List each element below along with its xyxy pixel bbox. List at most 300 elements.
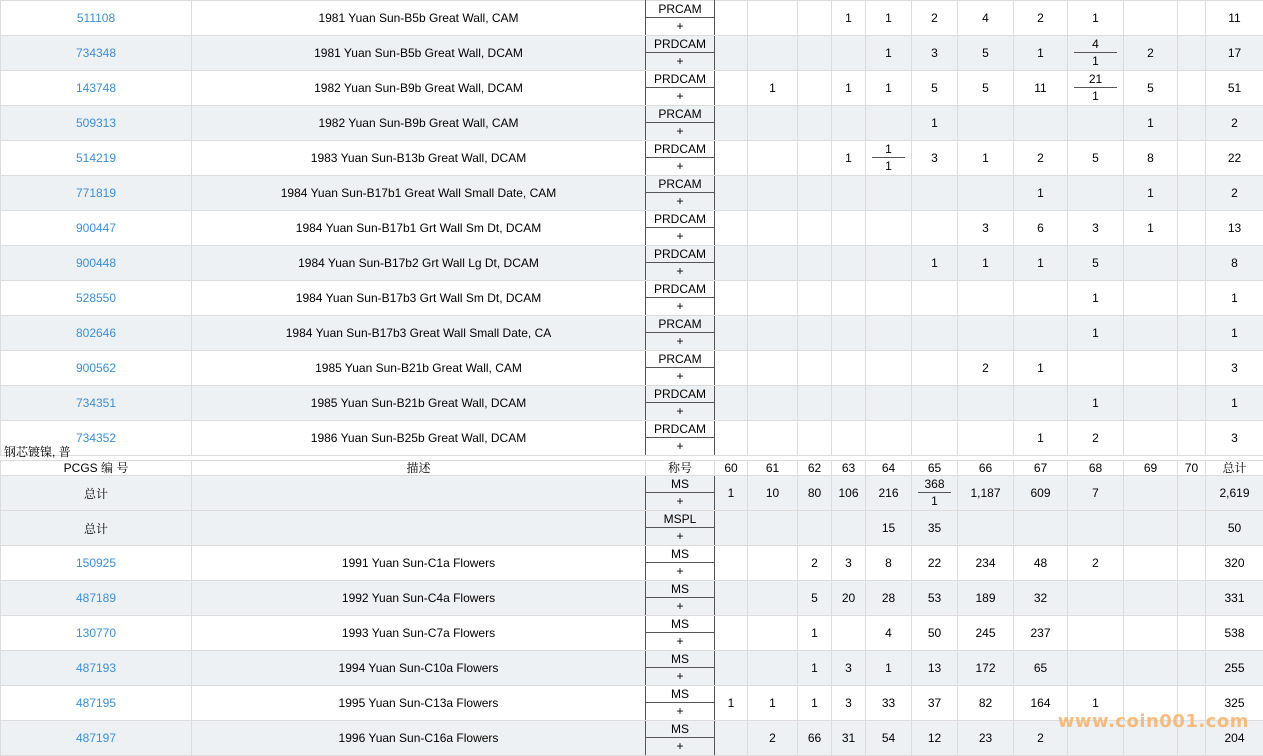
grade-count-cell (798, 176, 832, 211)
total-label: 总计 (1, 511, 192, 546)
designation-plus: + (646, 123, 714, 140)
grade-count-cell (1178, 281, 1206, 316)
grade-count-cell: 66 (798, 721, 832, 756)
grade-count-cell (715, 421, 748, 456)
grade-count-cell (832, 421, 866, 456)
grade-count-cell (832, 351, 866, 386)
grade-count-cell: 1 (1068, 316, 1124, 351)
top-table-body (1, 1, 1263, 456)
designation-label: PRCAM (646, 106, 714, 123)
grade-count-cell: 13 (912, 651, 958, 686)
grade-count-cell (1068, 651, 1124, 686)
pcgs-code-link[interactable]: 511108 (1, 1, 192, 36)
designation-cell (646, 176, 715, 211)
grade-count-cell (866, 316, 912, 351)
grade-count-cell (1124, 246, 1178, 281)
grade-count-cell: 2 (958, 351, 1014, 386)
total-row (1, 511, 1263, 546)
grade-count-cell (866, 351, 912, 386)
grade-count-cell (1068, 176, 1124, 211)
designation-label: PRDCAM (646, 36, 714, 53)
grade-count-cell (715, 316, 748, 351)
grade-count-plus: 1 (912, 493, 957, 510)
grade-count-cell: 1 (958, 141, 1014, 176)
designation-plus: + (646, 403, 714, 420)
designation-cell (646, 721, 715, 756)
header-grade: 60 (715, 461, 748, 476)
designation-cell (646, 1, 715, 36)
grade-count-cell (1178, 476, 1206, 511)
designation-cell (646, 71, 715, 106)
grade-count-cell (912, 351, 958, 386)
row-total-cell: 22 (1206, 141, 1263, 176)
grade-count-cell (1068, 511, 1124, 546)
grade-count-cell (866, 211, 912, 246)
grade-count-cell (832, 246, 866, 281)
row-total-cell: 50 (1206, 511, 1263, 546)
designation-cell (646, 421, 715, 456)
grade-count-cell (1124, 616, 1178, 651)
grade-count-cell (748, 511, 798, 546)
grade-count-cell (832, 106, 866, 141)
grade-count-cell (798, 511, 832, 546)
grade-count-cell (798, 421, 832, 456)
designation-cell (646, 351, 715, 386)
total-label: 总计 (1, 476, 192, 511)
table-row (1, 281, 1263, 316)
table-row (1, 546, 1263, 581)
table-row (1, 246, 1263, 281)
table-row (1, 106, 1263, 141)
designation-plus: + (646, 158, 714, 175)
table-row (1, 316, 1263, 351)
grade-count-cell: 65 (1014, 651, 1068, 686)
grade-count-cell (715, 246, 748, 281)
grade-count-cell (866, 386, 912, 421)
grade-count-cell (1178, 616, 1206, 651)
grade-count-cell: 2 (1014, 1, 1068, 36)
grade-count-cell: 1 (1124, 106, 1178, 141)
pcgs-code-link[interactable]: 900562 (1, 351, 192, 386)
description-cell: 1993 Yuan Sun-C7a Flowers (192, 616, 646, 651)
designation-label: MS (646, 686, 714, 703)
grade-count-cell: 1 (1014, 36, 1068, 71)
grade-count-cell (715, 651, 748, 686)
description-cell: 1982 Yuan Sun-B9b Great Wall, CAM (192, 106, 646, 141)
description-cell: 1982 Yuan Sun-B9b Great Wall, DCAM (192, 71, 646, 106)
grade-count-cell (1014, 511, 1068, 546)
pcgs-code-link[interactable]: 150925 (1, 546, 192, 581)
designation-cell (646, 106, 715, 141)
row-total-cell: 204 (1206, 721, 1263, 756)
grade-count-cell (1178, 316, 1206, 351)
header-grade: 63 (832, 461, 866, 476)
grade-count-cell (748, 546, 798, 581)
pcgs-code-link[interactable]: 487197 (1, 721, 192, 756)
table-row (1, 351, 1263, 386)
grade-count-cell (748, 211, 798, 246)
grade-count-cell: 5 (958, 71, 1014, 106)
grade-count-cell: 3 (832, 686, 866, 721)
row-total-cell: 1 (1206, 281, 1263, 316)
header-grade: 69 (1124, 461, 1178, 476)
grade-count-cell: 32 (1014, 581, 1068, 616)
grade-count-cell: 237 (1014, 616, 1068, 651)
designation-plus: + (646, 298, 714, 315)
grade-count-cell (748, 386, 798, 421)
designation-label: PRDCAM (646, 141, 714, 158)
grade-count-cell (1124, 281, 1178, 316)
header-description: 描述 (192, 461, 646, 476)
pcgs-code-link[interactable]: 900447 (1, 211, 192, 246)
table-row (1, 581, 1263, 616)
grade-count-cell (798, 71, 832, 106)
row-total-cell: 1 (1206, 316, 1263, 351)
designation-plus: + (646, 193, 714, 210)
grade-count-cell (748, 651, 798, 686)
grade-count-top: 1 (872, 141, 905, 158)
grade-count-cell: 1 (912, 246, 958, 281)
grade-count-cell (1178, 71, 1206, 106)
grade-count-cell: 1 (1014, 351, 1068, 386)
grade-count-cell: 11 (1014, 71, 1068, 106)
header-grade: 61 (748, 461, 798, 476)
designation-plus: + (646, 263, 714, 280)
description-cell (192, 511, 646, 546)
grade-count-cell (912, 281, 958, 316)
grade-count-cell: 609 (1014, 476, 1068, 511)
description-cell: 1984 Yuan Sun-B17b2 Grt Wall Lg Dt, DCAM (192, 246, 646, 281)
grade-count-cell: 1 (748, 71, 798, 106)
grade-count-cell: 15 (866, 511, 912, 546)
grade-count-cell: 28 (866, 581, 912, 616)
grade-count-cell: 82 (958, 686, 1014, 721)
row-total-cell: 325 (1206, 686, 1263, 721)
grade-count-cell: 1 (1068, 1, 1124, 36)
grade-count-cell (832, 616, 866, 651)
grade-count-cell (798, 386, 832, 421)
grade-count-cell (798, 106, 832, 141)
grade-count-cell: 1 (798, 616, 832, 651)
grade-count-cell (1178, 511, 1206, 546)
grade-count-cell: 3 (832, 651, 866, 686)
grade-count-cell: 234 (958, 546, 1014, 581)
grade-count-cell (1178, 651, 1206, 686)
pcgs-code-link[interactable]: 528550 (1, 281, 192, 316)
grade-count-cell: 1,187 (958, 476, 1014, 511)
grade-count-cell: 8 (1124, 141, 1178, 176)
grade-count-cell (958, 421, 1014, 456)
description-cell: 1995 Yuan Sun-C13a Flowers (192, 686, 646, 721)
header-row (1, 461, 1263, 476)
grade-count-cell (866, 176, 912, 211)
row-total-cell: 255 (1206, 651, 1263, 686)
description-cell: 1985 Yuan Sun-B21b Great Wall, CAM (192, 351, 646, 386)
designation-cell (646, 616, 715, 651)
grade-count-cell: 8 (866, 546, 912, 581)
grade-count-cell: 1 (1014, 176, 1068, 211)
description-cell: 1991 Yuan Sun-C1a Flowers (192, 546, 646, 581)
grade-count-cell (866, 106, 912, 141)
grade-count-cell: 1 (1124, 211, 1178, 246)
grade-count-split-cell (1068, 71, 1124, 106)
grade-count-cell: 31 (832, 721, 866, 756)
header-grade: 65 (912, 461, 958, 476)
grade-count-cell (798, 351, 832, 386)
grade-count-cell: 1 (832, 1, 866, 36)
grade-count-cell: 33 (866, 686, 912, 721)
grade-count-cell: 2 (798, 546, 832, 581)
grade-count-cell (1068, 106, 1124, 141)
grade-count-plus: 1 (866, 158, 911, 175)
grade-count-cell (912, 176, 958, 211)
pcgs-code-link[interactable]: 771819 (1, 176, 192, 211)
grade-count-cell (1124, 546, 1178, 581)
grade-count-cell: 1 (912, 106, 958, 141)
table-row (1, 141, 1263, 176)
designation-cell (646, 316, 715, 351)
grade-count-cell: 54 (866, 721, 912, 756)
header-grade: 68 (1068, 461, 1124, 476)
pcgs-code-link[interactable]: 143748 (1, 71, 192, 106)
grade-count-cell (748, 1, 798, 36)
grade-count-cell (1178, 141, 1206, 176)
grade-count-cell (832, 511, 866, 546)
grade-count-cell (1178, 106, 1206, 141)
table-row (1, 1, 1263, 36)
grade-count-cell (798, 36, 832, 71)
grade-count-cell (958, 176, 1014, 211)
grade-count-cell: 37 (912, 686, 958, 721)
grade-count-cell: 172 (958, 651, 1014, 686)
designation-label: PRDCAM (646, 386, 714, 403)
grade-count-cell (748, 246, 798, 281)
grade-count-cell: 10 (748, 476, 798, 511)
designation-cell (646, 511, 715, 546)
grade-count-cell (832, 211, 866, 246)
row-total-cell: 51 (1206, 71, 1263, 106)
grade-count-cell (715, 281, 748, 316)
description-cell: 1992 Yuan Sun-C4a Flowers (192, 581, 646, 616)
table-row (1, 176, 1263, 211)
row-total-cell: 3 (1206, 421, 1263, 456)
designation-cell (646, 36, 715, 71)
table-row (1, 71, 1263, 106)
grade-count-cell (798, 1, 832, 36)
header-pcgs-code: PCGS 编 号 (1, 461, 192, 476)
grade-count-cell (866, 421, 912, 456)
pcgs-code-link[interactable]: 487193 (1, 651, 192, 686)
grade-count-cell: 5 (798, 581, 832, 616)
grade-count-cell (1124, 651, 1178, 686)
grade-count-cell: 1 (1124, 176, 1178, 211)
grade-count-cell: 6 (1014, 211, 1068, 246)
pcgs-code-link[interactable]: 487195 (1, 686, 192, 721)
description-cell: 1984 Yuan Sun-B17b3 Grt Wall Sm Dt, DCAM (192, 281, 646, 316)
grade-count-cell (1178, 386, 1206, 421)
grade-count-cell (748, 176, 798, 211)
designation-plus: + (646, 53, 714, 70)
grade-count-cell: 5 (1068, 246, 1124, 281)
designation-cell (646, 246, 715, 281)
grade-count-cell: 5 (1124, 71, 1178, 106)
designation-plus: + (646, 88, 714, 105)
grade-count-cell (1178, 1, 1206, 36)
grade-count-cell: 22 (912, 546, 958, 581)
designation-label: MS (646, 581, 714, 598)
table-row (1, 421, 1263, 456)
row-total-cell: 11 (1206, 1, 1263, 36)
description-cell: 1984 Yuan Sun-B17b1 Grt Wall Sm Dt, DCAM (192, 211, 646, 246)
grade-count-cell: 4 (866, 616, 912, 651)
grade-count-cell (958, 106, 1014, 141)
grade-count-cell (748, 36, 798, 71)
grade-count-cell: 1 (866, 71, 912, 106)
grade-count-cell (912, 211, 958, 246)
grade-count-cell: 48 (1014, 546, 1068, 581)
pcgs-code-link[interactable]: 734348 (1, 36, 192, 71)
grade-count-cell: 80 (798, 476, 832, 511)
grade-count-cell (958, 386, 1014, 421)
grade-count-cell (1178, 36, 1206, 71)
pcgs-code-link[interactable]: 734351 (1, 386, 192, 421)
grade-count-cell: 3 (912, 141, 958, 176)
grade-count-cell (715, 106, 748, 141)
grade-count-cell (715, 351, 748, 386)
grade-count-plus: 1 (1068, 88, 1123, 105)
grade-count-cell (958, 511, 1014, 546)
grade-count-cell: 1 (715, 476, 748, 511)
description-cell: 1985 Yuan Sun-B21b Great Wall, DCAM (192, 386, 646, 421)
header-grade: 64 (866, 461, 912, 476)
designation-cell (646, 386, 715, 421)
grade-count-cell (1178, 211, 1206, 246)
designation-label: PRCAM (646, 351, 714, 368)
pcgs-code-link[interactable]: 734352 (1, 421, 192, 456)
designation-cell (646, 651, 715, 686)
grade-count-cell: 2 (1068, 546, 1124, 581)
designation-plus: + (646, 528, 714, 545)
grade-count-cell (1124, 511, 1178, 546)
header-designation: 称号 (646, 461, 715, 476)
grade-count-cell: 1 (715, 686, 748, 721)
grade-count-cell (1124, 476, 1178, 511)
grade-count-cell (748, 141, 798, 176)
grade-count-cell (715, 1, 748, 36)
grade-count-cell (798, 246, 832, 281)
header-grade: 70 (1178, 461, 1206, 476)
designation-plus: + (646, 668, 714, 685)
designation-label: PRDCAM (646, 246, 714, 263)
designation-cell (646, 211, 715, 246)
grade-count-cell: 1 (832, 71, 866, 106)
grade-count-cell: 2 (1124, 36, 1178, 71)
grade-count-cell: 3 (912, 36, 958, 71)
grade-count-cell: 3 (832, 546, 866, 581)
description-cell: 1996 Yuan Sun-C16a Flowers (192, 721, 646, 756)
grade-count-split-cell (912, 476, 958, 511)
grade-count-cell (798, 316, 832, 351)
section-title: 钢芯镀镍, 普 (4, 444, 71, 460)
row-total-cell: 2 (1206, 176, 1263, 211)
grade-count-cell (1068, 581, 1124, 616)
row-total-cell: 3 (1206, 351, 1263, 386)
row-total-cell: 17 (1206, 36, 1263, 71)
designation-label: PRDCAM (646, 421, 714, 438)
designation-plus: + (646, 228, 714, 245)
grade-count-cell: 20 (832, 581, 866, 616)
grade-count-cell (1178, 421, 1206, 456)
grade-count-cell: 1 (798, 651, 832, 686)
grade-count-cell: 216 (866, 476, 912, 511)
grade-count-cell: 50 (912, 616, 958, 651)
grade-count-cell: 2 (1014, 141, 1068, 176)
grade-count-split-cell (1068, 36, 1124, 71)
designation-label: MS (646, 651, 714, 668)
grade-count-cell: 2 (748, 721, 798, 756)
pcgs-code-link[interactable]: 130770 (1, 616, 192, 651)
grade-count-cell (1014, 106, 1068, 141)
grade-count-cell (715, 546, 748, 581)
grade-count-cell (715, 176, 748, 211)
grade-count-top: 4 (1074, 36, 1117, 53)
pcgs-code-link[interactable]: 900448 (1, 246, 192, 281)
pcgs-code-link[interactable]: 802646 (1, 316, 192, 351)
grade-count-cell: 12 (912, 721, 958, 756)
designation-cell (646, 141, 715, 176)
grade-count-cell: 1 (866, 651, 912, 686)
designation-label: MSPL (646, 511, 714, 528)
header-grade: 62 (798, 461, 832, 476)
designation-label: PRDCAM (646, 211, 714, 228)
watermark-logo: www.coin001.com (1058, 711, 1249, 732)
grade-count-cell (1124, 581, 1178, 616)
grade-count-cell (1014, 386, 1068, 421)
header-grade: 67 (1014, 461, 1068, 476)
grade-count-cell: 1 (958, 246, 1014, 281)
grade-count-cell (748, 106, 798, 141)
grade-count-cell (1124, 421, 1178, 456)
grade-count-cell (798, 281, 832, 316)
grade-count-cell (832, 176, 866, 211)
designation-plus: + (646, 368, 714, 385)
designation-label: PRDCAM (646, 71, 714, 88)
row-total-cell: 538 (1206, 616, 1263, 651)
table-row (1, 211, 1263, 246)
grade-count-cell: 1 (1014, 421, 1068, 456)
row-total-cell: 331 (1206, 581, 1263, 616)
grade-count-cell: 1 (1068, 281, 1124, 316)
grade-count-cell: 1 (866, 1, 912, 36)
designation-plus: + (646, 18, 714, 35)
pcgs-code-link[interactable]: 509313 (1, 106, 192, 141)
grade-count-cell (748, 351, 798, 386)
designation-cell (646, 281, 715, 316)
grade-count-cell: 53 (912, 581, 958, 616)
row-total-cell: 8 (1206, 246, 1263, 281)
pcgs-code-link[interactable]: 487189 (1, 581, 192, 616)
grade-count-cell (715, 721, 748, 756)
pcgs-code-link[interactable]: 514219 (1, 141, 192, 176)
row-total-cell: 2,619 (1206, 476, 1263, 511)
grade-count-cell: 3 (958, 211, 1014, 246)
grade-count-top: 368 (918, 476, 951, 493)
grade-count-cell: 164 (1014, 686, 1068, 721)
designation-label: MS (646, 546, 714, 563)
designation-plus: + (646, 738, 714, 755)
grade-count-cell (798, 211, 832, 246)
description-cell: 1986 Yuan Sun-B25b Great Wall, DCAM (192, 421, 646, 456)
